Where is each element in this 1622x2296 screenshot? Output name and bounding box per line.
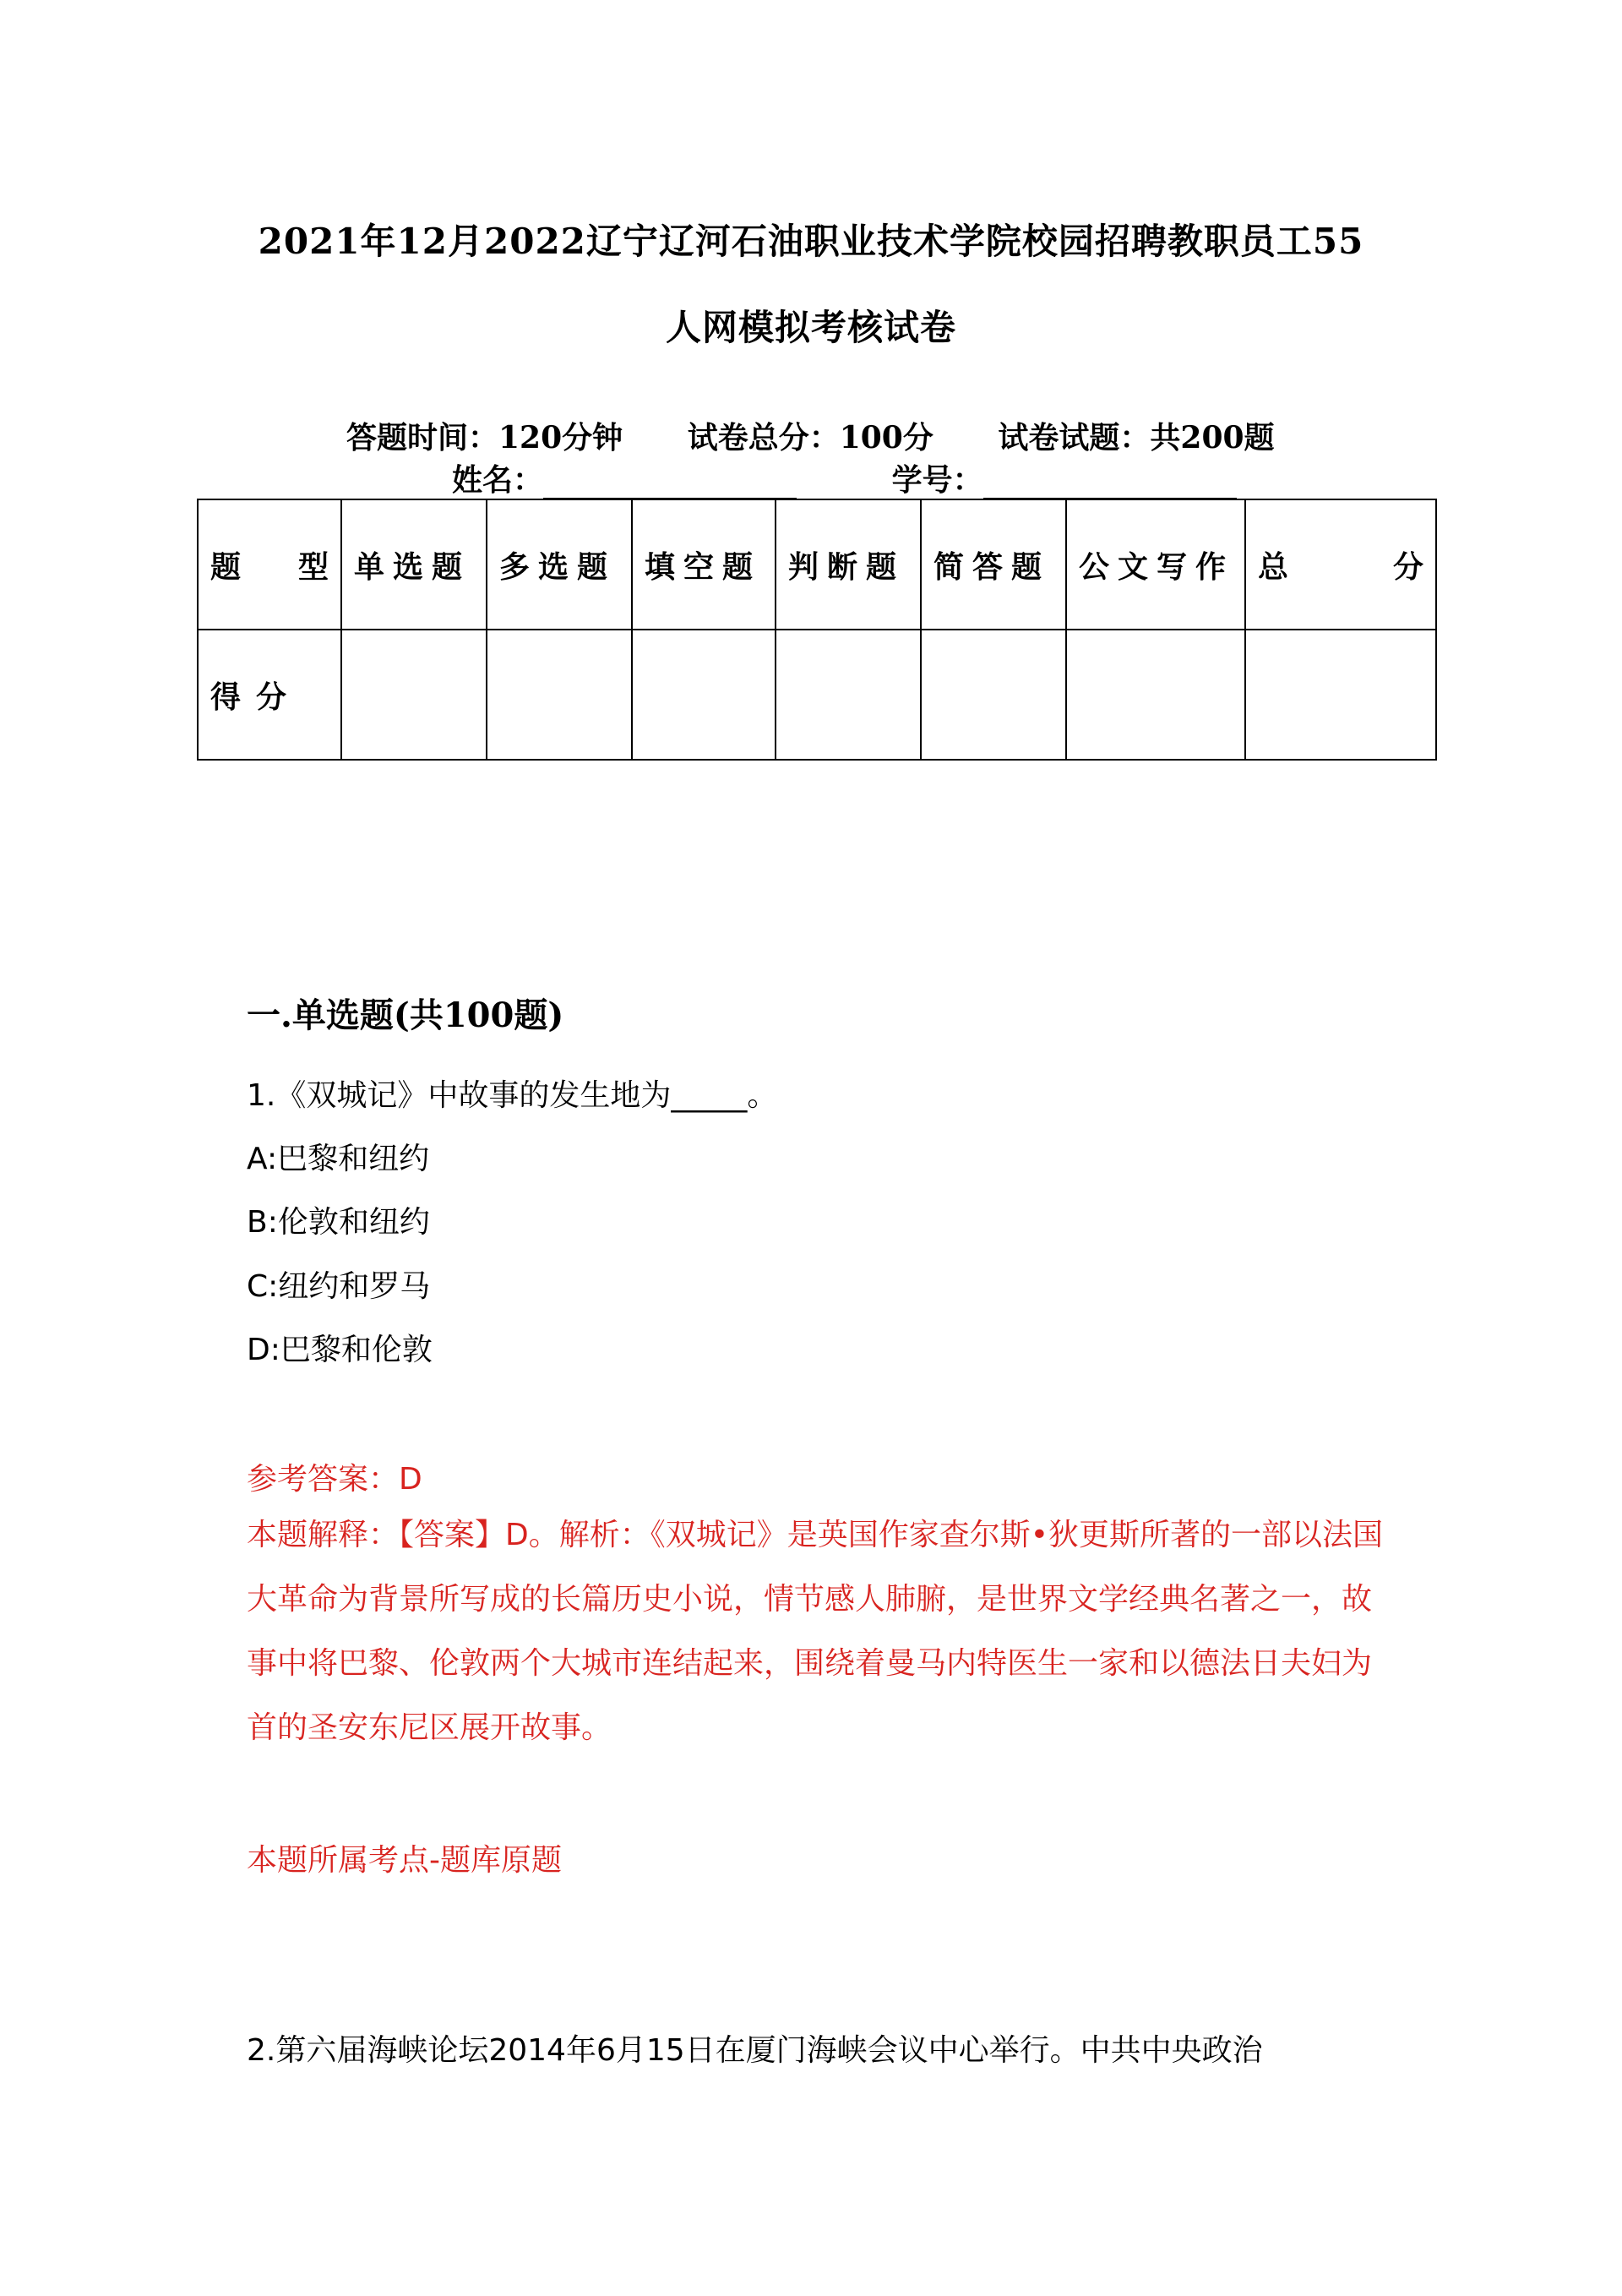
question-2-stem: 2.第六届海峡论坛2014年6月15日在厦门海峡会议中心举行。中共中央政治	[247, 2033, 1263, 2068]
question-1-option-d: D:巴黎和伦敦	[247, 1333, 433, 1367]
score-table-row	[198, 630, 1436, 760]
header-cell-type: 题 型	[198, 499, 341, 630]
student-id-blank	[983, 472, 1237, 499]
section-heading: 一.单选题(共100题)	[247, 995, 564, 1035]
exam-title-line2: 人网模拟考核试卷	[665, 307, 956, 348]
score-cell	[341, 630, 487, 760]
student-info	[452, 456, 1321, 499]
score-cell	[776, 630, 921, 760]
question-1-stem: 1.《双城记》中故事的发生地为_____。	[247, 1078, 778, 1113]
question-1-source: 本题所属考点-题库原题	[247, 1843, 562, 1878]
exam-total-score: 试卷总分：100分	[687, 420, 933, 455]
score-cell	[1066, 630, 1245, 760]
header-cell-single-choice: 单选题	[341, 499, 487, 630]
name-label: 姓名：	[452, 462, 544, 498]
question-1-explanation: 本题解释：【答案】D。解析：《双城记》是英国作家查尔斯•狄更斯所著的一部以法国大革命为背景所写成的长篇历史小说，情节感人肺腑，是世界文学经典名著之一，故事中将巴黎、伦敦两个大城市连结起来，围绕着曼马内特医生一家和以德法日夫妇为首的圣安东尼区展开故事。	[247, 1518, 1383, 1745]
score-table	[197, 499, 1437, 761]
question-1-option-c: C:纽约和罗马	[247, 1269, 431, 1304]
name-blank	[543, 472, 797, 499]
exam-info	[346, 414, 1329, 457]
question-1-option-b: B:伦敦和纽约	[247, 1205, 430, 1240]
exam-title-line1: 2021年12月2022辽宁辽河石油职业技术学院校园招聘教职员工55	[258, 221, 1364, 262]
exam-time: 答题时间：120分钟	[346, 420, 623, 455]
header-cell-multi-choice: 多选题	[487, 499, 632, 630]
score-cell	[921, 630, 1066, 760]
score-cell	[487, 630, 632, 760]
header-cell-fill-blank: 填空题	[632, 499, 776, 630]
row-label-score: 得 分	[198, 630, 341, 760]
student-id-label: 学号：	[891, 462, 983, 498]
header-cell-short-answer: 简答题	[921, 499, 1066, 630]
score-cell	[632, 630, 776, 760]
question-1-answer: 参考答案：D	[247, 1462, 422, 1497]
score-cell	[1245, 630, 1436, 760]
header-cell-true-false: 判断题	[776, 499, 921, 630]
question-1-option-a: A:巴黎和纽约	[247, 1142, 430, 1176]
exam-question-count: 试卷试题：共200题	[998, 420, 1275, 455]
header-cell-total: 总 分	[1245, 499, 1436, 630]
header-cell-official-writing: 公文写作	[1066, 499, 1245, 630]
score-table-header	[198, 499, 1436, 630]
